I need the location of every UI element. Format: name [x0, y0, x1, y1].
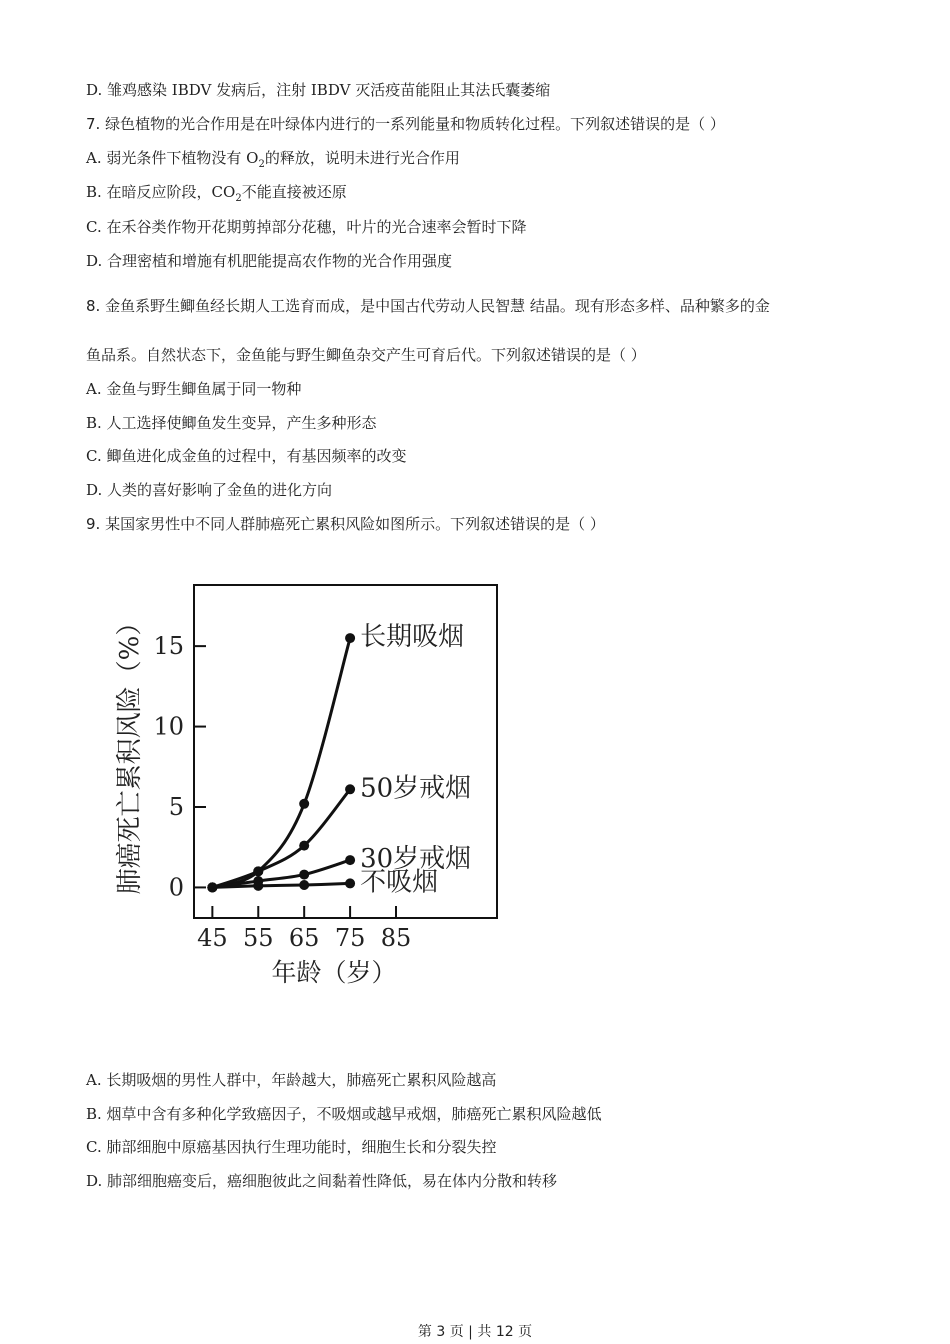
q7-option-b-text-1: B. 在暗反应阶段，CO: [86, 183, 236, 201]
series-line-1: [212, 638, 350, 887]
q7-option-a: [86, 148, 460, 175]
data-point: [299, 880, 309, 890]
q7-option-a-text-1: A. 弱光条件下植物没有 O: [86, 149, 259, 167]
q9-stem: [86, 514, 605, 534]
q7-option-c: C. 在禾谷类作物开花期剪掉部分花穗，叶片的光合速率会暂时下降: [86, 218, 527, 236]
q9-option-c: C. 肺部细胞中原癌基因执行生理功能时，细胞生长和分裂失控: [86, 1138, 497, 1156]
footer-text-2: 页 | 共: [445, 1324, 496, 1340]
q7-option-a-text-2: 的释放，说明未进行光合作用: [264, 149, 460, 167]
page-footer: [0, 1322, 950, 1342]
q8-stem-line-2: 鱼品系。自然状态下，金鱼能与野生鲫鱼杂交产生可育后代。下列叙述错误的是（ ）: [86, 346, 646, 364]
q7-option-b-text-2: 不能直接被还原: [241, 183, 347, 201]
series-line-2: [212, 789, 350, 887]
footer-total-pages: 12: [495, 1324, 514, 1340]
series-label: 30岁戒烟: [360, 844, 472, 875]
q8-stem-line-1: [86, 296, 770, 316]
q7-stem-text: 绿色植物的光合作用是在叶绿体内进行的一系列能量和物质转化过程。下列叙述错误的是（ ）: [100, 115, 725, 133]
x-tick-label: 85: [380, 924, 412, 952]
footer-text-1: 第: [417, 1324, 437, 1340]
q8-number: 8.: [86, 297, 101, 315]
data-point: [253, 866, 263, 876]
q6-option-d: D. 雏鸡感染 IBDV 发病后，注射 IBDV 灭活疫苗能阻止其法氏囊萎缩: [86, 81, 551, 99]
q9-stem-text: 某国家男性中不同人群肺癌死亡累积风险如图所示。下列叙述错误的是（ ）: [100, 515, 605, 533]
x-tick-label: 45: [197, 924, 228, 952]
data-point: [299, 799, 309, 809]
data-point: [299, 870, 309, 880]
x-axis-label: 年龄（岁）: [271, 958, 397, 987]
q8-option-b: B. 人工选择使鲫鱼发生变异，产生多种形态: [86, 414, 377, 432]
data-point: [299, 841, 309, 851]
q8-option-a: A. 金鱼与野生鲫鱼属于同一物种: [86, 380, 302, 398]
q9-option-a: A. 长期吸烟的男性人群中，年龄越大，肺癌死亡累积风险越高: [86, 1071, 497, 1089]
footer-page-number: 3: [436, 1324, 446, 1340]
y-tick-label: 15: [153, 632, 184, 661]
series-label: 长期吸烟: [360, 622, 465, 653]
x-tick-label: 75: [334, 924, 366, 952]
x-tick-label: 65: [288, 924, 320, 952]
series-label: 50岁戒烟: [360, 773, 472, 804]
q7-number: 7.: [86, 115, 101, 133]
q8-option-d: D. 人类的喜好影响了金鱼的进化方向: [86, 481, 333, 499]
y-tick-label: 5: [168, 793, 184, 821]
data-point: [345, 784, 355, 794]
data-point: [345, 855, 355, 865]
data-point: [345, 633, 355, 643]
q7-option-a-subscript: 2: [258, 159, 265, 170]
data-point: [345, 878, 355, 888]
q7-stem: [86, 114, 725, 134]
series-label: 不吸烟: [360, 867, 439, 898]
footer-text-3: 页: [513, 1324, 533, 1340]
lung-cancer-risk-chart: [100, 570, 520, 1000]
q8-stem-text-1: 金鱼系野生鲫鱼经长期人工选育而成，是中国古代劳动人民智慧 结晶。现有形态多样、品种繁多的金: [100, 297, 770, 315]
q9-option-b: B. 烟草中含有多种化学致癌因子，不吸烟或越早戒烟，肺癌死亡累积风险越低: [86, 1105, 602, 1123]
y-tick-label: 0: [168, 873, 184, 902]
x-tick-label: 55: [242, 924, 274, 952]
data-point: [253, 881, 263, 891]
q7-option-d: D. 合理密植和增施有机肥能提高农作物的光合作用强度: [86, 252, 453, 270]
q8-option-c: C. 鲫鱼进化成金鱼的过程中，有基因频率的改变: [86, 447, 407, 465]
y-tick-label: 10: [153, 712, 184, 741]
q7-option-b: [86, 182, 347, 209]
q9-number: 9.: [86, 515, 101, 533]
data-point: [207, 882, 217, 892]
q9-option-d: D. 肺部细胞癌变后，癌细胞彼此之间黏着性降低，易在体内分散和转移: [86, 1172, 558, 1190]
y-axis-label: 肺癌死亡累积风险（%）: [115, 609, 145, 895]
q7-option-b-subscript: 2: [235, 193, 242, 204]
